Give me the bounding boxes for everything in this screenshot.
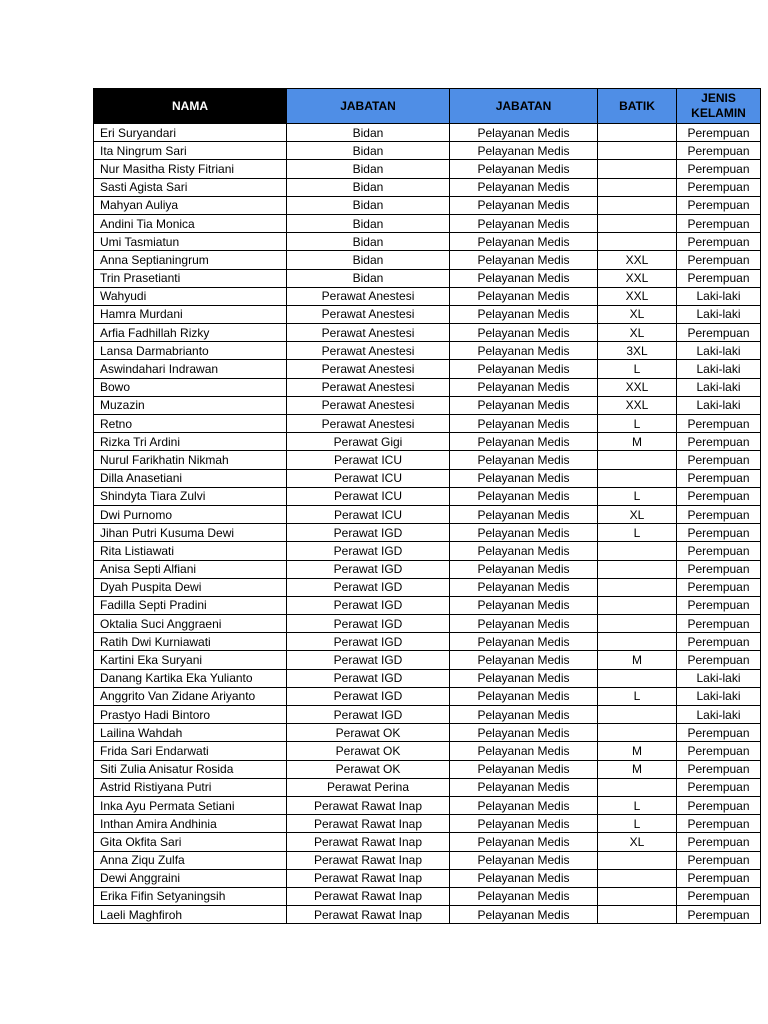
cell-nama: Jihan Putri Kusuma Dewi [94, 524, 287, 542]
cell-jabatan-2: Pelayanan Medis [450, 396, 598, 414]
cell-batik: L [598, 415, 677, 433]
cell-jabatan-2: Pelayanan Medis [450, 742, 598, 760]
table-row [94, 560, 761, 578]
cell-jenis-kelamin: Perempuan [677, 142, 761, 160]
table-body [94, 124, 761, 924]
cell-batik [598, 778, 677, 796]
table-row [94, 669, 761, 687]
cell-batik: XL [598, 324, 677, 342]
cell-jabatan-2: Pelayanan Medis [450, 833, 598, 851]
cell-jabatan: Perawat Anestesi [287, 287, 450, 305]
cell-jenis-kelamin: Laki-laki [677, 687, 761, 705]
cell-jabatan-2: Pelayanan Medis [450, 615, 598, 633]
cell-jenis-kelamin: Perempuan [677, 815, 761, 833]
cell-jabatan: Perawat ICU [287, 469, 450, 487]
cell-jabatan-2: Pelayanan Medis [450, 214, 598, 232]
cell-jabatan: Perawat IGD [287, 633, 450, 651]
cell-batik: L [598, 487, 677, 505]
cell-jabatan: Perawat Anestesi [287, 396, 450, 414]
cell-jenis-kelamin: Perempuan [677, 596, 761, 614]
cell-batik [598, 214, 677, 232]
cell-nama: Rita Listiawati [94, 542, 287, 560]
table-row [94, 251, 761, 269]
cell-jabatan: Perawat Rawat Inap [287, 796, 450, 814]
cell-jenis-kelamin: Perempuan [677, 487, 761, 505]
cell-batik [598, 869, 677, 887]
cell-jabatan-2: Pelayanan Medis [450, 433, 598, 451]
cell-nama: Lansa Darmabrianto [94, 342, 287, 360]
staff-table [93, 88, 761, 924]
cell-jenis-kelamin: Perempuan [677, 578, 761, 596]
cell-jenis-kelamin: Perempuan [677, 451, 761, 469]
cell-jabatan-2: Pelayanan Medis [450, 324, 598, 342]
cell-jabatan-2: Pelayanan Medis [450, 651, 598, 669]
cell-batik [598, 160, 677, 178]
cell-nama: Inthan Amira Andhinia [94, 815, 287, 833]
cell-jenis-kelamin: Perempuan [677, 760, 761, 778]
table-row [94, 196, 761, 214]
cell-jabatan: Perawat OK [287, 760, 450, 778]
cell-jenis-kelamin: Perempuan [677, 415, 761, 433]
cell-nama: Anisa Septi Alfiani [94, 560, 287, 578]
cell-jenis-kelamin: Perempuan [677, 469, 761, 487]
cell-jabatan-2: Pelayanan Medis [450, 269, 598, 287]
cell-nama: Rizka Tri Ardini [94, 433, 287, 451]
cell-jabatan: Perawat Rawat Inap [287, 833, 450, 851]
cell-jabatan: Perawat Rawat Inap [287, 815, 450, 833]
cell-nama: Gita Okfita Sari [94, 833, 287, 851]
table-row [94, 269, 761, 287]
table-row [94, 396, 761, 414]
cell-batik [598, 633, 677, 651]
cell-nama: Frida Sari Endarwati [94, 742, 287, 760]
cell-jenis-kelamin: Perempuan [677, 651, 761, 669]
cell-nama: Dyah Puspita Dewi [94, 578, 287, 596]
cell-nama: Erika Fifin Setyaningsih [94, 887, 287, 905]
cell-nama: Shindyta Tiara Zulvi [94, 487, 287, 505]
cell-nama: Oktalia Suci Anggraeni [94, 615, 287, 633]
cell-jabatan-2: Pelayanan Medis [450, 415, 598, 433]
cell-jabatan: Perawat Anestesi [287, 324, 450, 342]
cell-batik: XXL [598, 269, 677, 287]
cell-jabatan: Bidan [287, 178, 450, 196]
cell-jabatan-2: Pelayanan Medis [450, 360, 598, 378]
table-row [94, 469, 761, 487]
cell-batik: XXL [598, 378, 677, 396]
cell-jenis-kelamin: Perempuan [677, 233, 761, 251]
cell-jabatan: Perawat IGD [287, 596, 450, 614]
cell-batik [598, 451, 677, 469]
cell-jabatan-2: Pelayanan Medis [450, 196, 598, 214]
cell-jenis-kelamin: Perempuan [677, 324, 761, 342]
table-row [94, 324, 761, 342]
cell-jabatan: Perawat IGD [287, 687, 450, 705]
cell-jenis-kelamin: Laki-laki [677, 342, 761, 360]
cell-batik [598, 124, 677, 142]
table-row [94, 796, 761, 814]
table-row [94, 433, 761, 451]
header-jenis-kelamin: JENIS KELAMIN [677, 89, 761, 124]
cell-jenis-kelamin: Laki-laki [677, 669, 761, 687]
cell-jenis-kelamin: Perempuan [677, 633, 761, 651]
cell-batik [598, 142, 677, 160]
cell-jenis-kelamin: Laki-laki [677, 378, 761, 396]
table-row [94, 305, 761, 323]
cell-nama: Nurul Farikhatin Nikmah [94, 451, 287, 469]
cell-jenis-kelamin: Perempuan [677, 796, 761, 814]
table-row [94, 687, 761, 705]
cell-jabatan: Perawat IGD [287, 669, 450, 687]
cell-jabatan: Bidan [287, 142, 450, 160]
cell-batik: M [598, 742, 677, 760]
cell-jabatan-2: Pelayanan Medis [450, 706, 598, 724]
cell-jabatan: Perawat IGD [287, 542, 450, 560]
cell-jabatan-2: Pelayanan Medis [450, 378, 598, 396]
cell-batik: M [598, 651, 677, 669]
cell-jabatan-2: Pelayanan Medis [450, 815, 598, 833]
table-row [94, 633, 761, 651]
cell-nama: Anggrito Van Zidane Ariyanto [94, 687, 287, 705]
cell-nama: Hamra Murdani [94, 305, 287, 323]
table-row [94, 160, 761, 178]
cell-nama: Ratih Dwi Kurniawati [94, 633, 287, 651]
cell-batik: M [598, 433, 677, 451]
cell-jabatan: Perawat Perina [287, 778, 450, 796]
cell-jenis-kelamin: Perempuan [677, 724, 761, 742]
cell-jenis-kelamin: Perempuan [677, 542, 761, 560]
cell-jabatan-2: Pelayanan Medis [450, 851, 598, 869]
table-row [94, 124, 761, 142]
table-row [94, 214, 761, 232]
table-row [94, 706, 761, 724]
cell-jabatan: Perawat ICU [287, 487, 450, 505]
cell-jabatan-2: Pelayanan Medis [450, 451, 598, 469]
cell-batik: XL [598, 505, 677, 523]
cell-jabatan: Bidan [287, 196, 450, 214]
cell-jabatan: Perawat IGD [287, 706, 450, 724]
cell-jenis-kelamin: Perempuan [677, 214, 761, 232]
table-row [94, 851, 761, 869]
cell-jenis-kelamin: Perempuan [677, 615, 761, 633]
cell-batik: L [598, 796, 677, 814]
cell-batik: L [598, 815, 677, 833]
cell-nama: Muzazin [94, 396, 287, 414]
table-row [94, 178, 761, 196]
cell-batik: XXL [598, 287, 677, 305]
cell-batik [598, 669, 677, 687]
cell-jenis-kelamin: Perempuan [677, 124, 761, 142]
cell-jenis-kelamin: Perempuan [677, 560, 761, 578]
cell-batik: XL [598, 305, 677, 323]
table-row [94, 142, 761, 160]
table-row [94, 505, 761, 523]
cell-jenis-kelamin: Perempuan [677, 524, 761, 542]
cell-jabatan-2: Pelayanan Medis [450, 142, 598, 160]
cell-batik [598, 196, 677, 214]
cell-jabatan-2: Pelayanan Medis [450, 724, 598, 742]
cell-jabatan-2: Pelayanan Medis [450, 869, 598, 887]
cell-jabatan-2: Pelayanan Medis [450, 505, 598, 523]
cell-batik [598, 178, 677, 196]
cell-jenis-kelamin: Perempuan [677, 433, 761, 451]
cell-jabatan: Perawat Anestesi [287, 305, 450, 323]
table-row [94, 724, 761, 742]
table-row [94, 906, 761, 924]
cell-nama: Lailina Wahdah [94, 724, 287, 742]
cell-jabatan-2: Pelayanan Medis [450, 542, 598, 560]
cell-batik: L [598, 687, 677, 705]
cell-nama: Umi Tasmiatun [94, 233, 287, 251]
cell-jabatan: Perawat Gigi [287, 433, 450, 451]
cell-jenis-kelamin: Perempuan [677, 869, 761, 887]
cell-batik: L [598, 360, 677, 378]
cell-jabatan-2: Pelayanan Medis [450, 233, 598, 251]
cell-jabatan: Perawat IGD [287, 615, 450, 633]
cell-nama: Sasti Agista Sari [94, 178, 287, 196]
cell-jenis-kelamin: Perempuan [677, 778, 761, 796]
cell-jenis-kelamin: Perempuan [677, 251, 761, 269]
table-row [94, 542, 761, 560]
cell-nama: Andini Tia Monica [94, 214, 287, 232]
cell-jabatan-2: Pelayanan Medis [450, 160, 598, 178]
table-row [94, 778, 761, 796]
table-row [94, 615, 761, 633]
cell-jabatan-2: Pelayanan Medis [450, 906, 598, 924]
cell-nama: Laeli Maghfiroh [94, 906, 287, 924]
cell-jenis-kelamin: Perempuan [677, 887, 761, 905]
table-row [94, 524, 761, 542]
cell-nama: Danang Kartika Eka Yulianto [94, 669, 287, 687]
cell-nama: Anna Ziqu Zulfa [94, 851, 287, 869]
cell-jenis-kelamin: Laki-laki [677, 360, 761, 378]
cell-nama: Fadilla Septi Pradini [94, 596, 287, 614]
cell-jabatan-2: Pelayanan Medis [450, 760, 598, 778]
cell-nama: Dewi Anggraini [94, 869, 287, 887]
table-row [94, 869, 761, 887]
cell-jabatan: Perawat ICU [287, 505, 450, 523]
cell-batik: XXL [598, 251, 677, 269]
cell-jenis-kelamin: Perempuan [677, 178, 761, 196]
cell-jabatan-2: Pelayanan Medis [450, 487, 598, 505]
cell-batik [598, 906, 677, 924]
cell-jenis-kelamin: Perempuan [677, 833, 761, 851]
table-row [94, 342, 761, 360]
cell-jabatan: Perawat IGD [287, 578, 450, 596]
cell-jenis-kelamin: Perempuan [677, 851, 761, 869]
cell-jenis-kelamin: Laki-laki [677, 396, 761, 414]
cell-jabatan: Perawat Rawat Inap [287, 906, 450, 924]
cell-jabatan: Perawat Anestesi [287, 378, 450, 396]
cell-batik [598, 233, 677, 251]
table-row [94, 651, 761, 669]
cell-batik [598, 578, 677, 596]
cell-jabatan-2: Pelayanan Medis [450, 560, 598, 578]
cell-nama: Siti Zulia Anisatur Rosida [94, 760, 287, 778]
cell-nama: Astrid Ristiyana Putri [94, 778, 287, 796]
cell-nama: Trin Prasetianti [94, 269, 287, 287]
cell-nama: Kartini Eka Suryani [94, 651, 287, 669]
cell-jenis-kelamin: Perempuan [677, 269, 761, 287]
cell-jenis-kelamin: Perempuan [677, 505, 761, 523]
cell-nama: Nur Masitha Risty Fitriani [94, 160, 287, 178]
cell-jabatan-2: Pelayanan Medis [450, 342, 598, 360]
cell-nama: Eri Suryandari [94, 124, 287, 142]
header-batik: BATIK [598, 89, 677, 124]
cell-batik [598, 706, 677, 724]
cell-jabatan-2: Pelayanan Medis [450, 124, 598, 142]
cell-batik [598, 469, 677, 487]
cell-jabatan: Bidan [287, 160, 450, 178]
cell-jabatan-2: Pelayanan Medis [450, 469, 598, 487]
table-row [94, 815, 761, 833]
cell-batik [598, 596, 677, 614]
cell-jabatan-2: Pelayanan Medis [450, 887, 598, 905]
header-nama: NAMA [94, 89, 287, 124]
cell-jabatan-2: Pelayanan Medis [450, 578, 598, 596]
cell-batik [598, 560, 677, 578]
cell-jabatan: Perawat IGD [287, 651, 450, 669]
cell-jabatan: Perawat Rawat Inap [287, 869, 450, 887]
table-row [94, 287, 761, 305]
cell-jabatan: Bidan [287, 124, 450, 142]
cell-jabatan: Bidan [287, 214, 450, 232]
cell-jabatan: Perawat OK [287, 724, 450, 742]
table-row [94, 760, 761, 778]
cell-jenis-kelamin: Laki-laki [677, 706, 761, 724]
cell-jabatan: Perawat Rawat Inap [287, 887, 450, 905]
table-row [94, 378, 761, 396]
table-row [94, 742, 761, 760]
header-jabatan-2: JABATAN [450, 89, 598, 124]
cell-jabatan-2: Pelayanan Medis [450, 305, 598, 323]
cell-jabatan-2: Pelayanan Medis [450, 669, 598, 687]
cell-batik [598, 851, 677, 869]
cell-nama: Mahyan Auliya [94, 196, 287, 214]
cell-batik: L [598, 524, 677, 542]
cell-jabatan-2: Pelayanan Medis [450, 596, 598, 614]
cell-jabatan: Bidan [287, 269, 450, 287]
cell-batik [598, 887, 677, 905]
cell-jabatan-2: Pelayanan Medis [450, 633, 598, 651]
cell-jabatan-2: Pelayanan Medis [450, 796, 598, 814]
cell-jabatan-2: Pelayanan Medis [450, 178, 598, 196]
table-header [94, 89, 761, 124]
cell-batik: M [598, 760, 677, 778]
cell-batik [598, 724, 677, 742]
cell-jabatan-2: Pelayanan Medis [450, 524, 598, 542]
table-row [94, 596, 761, 614]
cell-nama: Bowo [94, 378, 287, 396]
cell-batik: 3XL [598, 342, 677, 360]
cell-jabatan-2: Pelayanan Medis [450, 687, 598, 705]
cell-batik: XXL [598, 396, 677, 414]
cell-nama: Retno [94, 415, 287, 433]
cell-jabatan: Perawat ICU [287, 451, 450, 469]
table-row [94, 360, 761, 378]
cell-jabatan: Perawat OK [287, 742, 450, 760]
cell-nama: Dwi Purnomo [94, 505, 287, 523]
cell-jabatan-2: Pelayanan Medis [450, 778, 598, 796]
cell-jabatan: Perawat Anestesi [287, 360, 450, 378]
table-row [94, 487, 761, 505]
table-row [94, 578, 761, 596]
cell-jabatan: Bidan [287, 233, 450, 251]
cell-jabatan: Perawat Anestesi [287, 415, 450, 433]
cell-jenis-kelamin: Laki-laki [677, 287, 761, 305]
table-row [94, 451, 761, 469]
cell-jabatan: Perawat Anestesi [287, 342, 450, 360]
cell-nama: Prastyo Hadi Bintoro [94, 706, 287, 724]
cell-jenis-kelamin: Perempuan [677, 196, 761, 214]
cell-batik: XL [598, 833, 677, 851]
cell-batik [598, 615, 677, 633]
cell-jabatan: Perawat IGD [287, 560, 450, 578]
cell-nama: Aswindahari Indrawan [94, 360, 287, 378]
table-row [94, 415, 761, 433]
cell-batik [598, 542, 677, 560]
cell-nama: Ita Ningrum Sari [94, 142, 287, 160]
cell-nama: Anna Septianingrum [94, 251, 287, 269]
header-row [94, 89, 761, 124]
cell-nama: Dilla Anasetiani [94, 469, 287, 487]
cell-jabatan: Perawat Rawat Inap [287, 851, 450, 869]
cell-jabatan: Perawat IGD [287, 524, 450, 542]
cell-nama: Inka Ayu Permata Setiani [94, 796, 287, 814]
cell-jenis-kelamin: Perempuan [677, 160, 761, 178]
table-row [94, 887, 761, 905]
cell-jenis-kelamin: Laki-laki [677, 305, 761, 323]
table-row [94, 233, 761, 251]
table-row [94, 833, 761, 851]
cell-jenis-kelamin: Perempuan [677, 906, 761, 924]
cell-jabatan: Bidan [287, 251, 450, 269]
cell-nama: Arfia Fadhillah Rizky [94, 324, 287, 342]
cell-nama: Wahyudi [94, 287, 287, 305]
header-jabatan: JABATAN [287, 89, 450, 124]
cell-jabatan-2: Pelayanan Medis [450, 251, 598, 269]
cell-jabatan-2: Pelayanan Medis [450, 287, 598, 305]
cell-jenis-kelamin: Perempuan [677, 742, 761, 760]
